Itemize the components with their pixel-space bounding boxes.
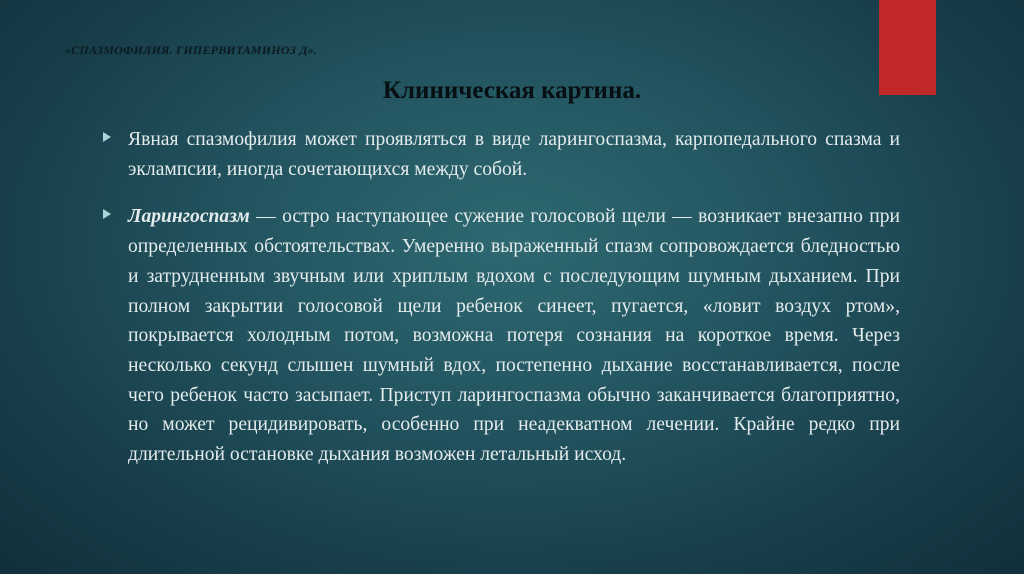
triangle-right-icon — [103, 209, 111, 219]
slide-header: «СПАЗМОФИЛИЯ. ГИПЕРВИТАМИНОЗ Д». — [65, 43, 318, 57]
bullet-text-body: — остро наступающее сужение голосовой щели — возникает внезапно при определенных обстоятельствах. Умеренно выраженный спазм сопровождается бледностью и затрудненным звучным или хриплым вдохом с последующим шумным дыханием. При полном закрытии голосовой щели ребенок синеет, пугается, «ловит воздух ртом», покрывается холодным потом, возможна потеря сознания на короткое время. Через несколько секунд слышен шумный вдох, постепенно дыхание восстанавливается, после чего ребенок часто засыпает. Приступ ларингоспазма обычно заканчивается благоприятно, но может рецидивировать, особенно при неадекватном лечении. Крайне редко при длительной остановке дыхания возможен летальный исход. — [128, 206, 900, 466]
bullet-text — [128, 202, 900, 469]
slide-content — [103, 125, 900, 488]
slide-title: Клиническая картина. — [382, 77, 642, 104]
triangle-right-icon — [103, 132, 111, 142]
bullet-text-body: Явная спазмофилия может проявляться в виде ларингоспазма, карпопедального спазма и эклампсии, иногда сочетающихся между собой. — [128, 129, 900, 180]
bullet-item — [103, 125, 900, 184]
bullet-text — [128, 125, 900, 184]
bullet-item — [103, 202, 900, 469]
bullet-term: Ларингоспазм — [128, 206, 250, 228]
